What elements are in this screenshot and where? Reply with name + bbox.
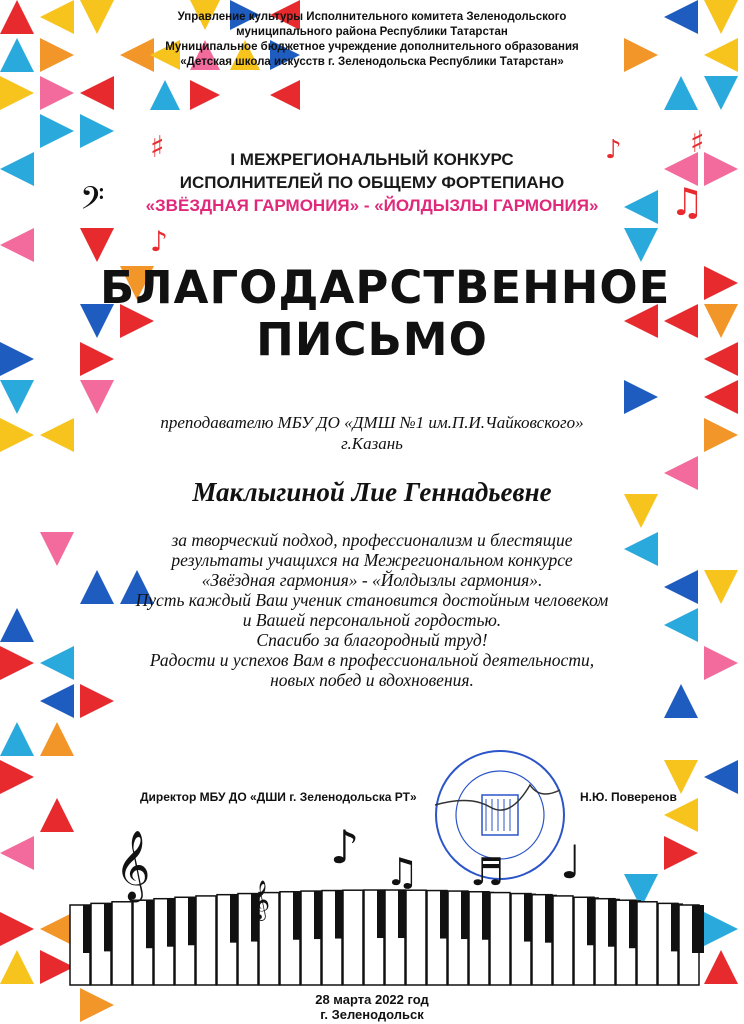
decor-triangle <box>704 912 738 946</box>
decor-triangle <box>624 494 658 528</box>
decor-triangle <box>80 228 114 262</box>
decor-triangle <box>664 684 698 718</box>
body-line: «Звёздная гармония» - «Йолдызлы гармония». <box>201 570 543 590</box>
decor-triangle <box>0 152 34 186</box>
decor-triangle <box>664 836 698 870</box>
music-note-icon: ♪ <box>330 820 360 874</box>
decor-triangle <box>190 80 220 110</box>
issue-date-place <box>250 992 494 1022</box>
decor-triangle <box>270 80 300 110</box>
music-note-icon: ♫ <box>670 180 705 224</box>
header-line: Управление культуры Исполнительного комитета Зеленодольского <box>177 11 567 23</box>
issue-date: 28 марта 2022 год <box>315 992 429 1007</box>
decor-triangle <box>0 380 34 414</box>
decor-triangle <box>80 0 114 34</box>
decor-triangle <box>80 380 114 414</box>
document-title <box>100 261 671 366</box>
decor-triangle <box>120 38 154 72</box>
decor-triangle <box>704 266 738 300</box>
body-line: Радости и успехов Вам в профессиональной деятельности, <box>149 650 595 670</box>
decor-triangle <box>40 912 74 946</box>
decor-triangle <box>40 722 74 756</box>
decor-triangle <box>40 418 74 452</box>
treble-clef-icon: 𝄞 <box>250 880 271 920</box>
decor-triangle <box>624 190 658 224</box>
decor-triangle <box>0 760 34 794</box>
decor-triangle <box>664 76 698 110</box>
decor-triangle <box>624 38 658 72</box>
decor-triangle <box>80 570 114 604</box>
sharp-icon: ♯ <box>150 130 165 165</box>
decor-triangle <box>664 0 698 34</box>
decor-triangle <box>704 152 738 186</box>
decor-triangle <box>704 380 738 414</box>
decor-triangle <box>0 836 34 870</box>
decor-triangle <box>704 760 738 794</box>
title-line: ПИСЬМО <box>256 313 488 366</box>
body-line: новых побед и вдохновения. <box>270 670 474 690</box>
contest-name: «ЗВЁЗДНАЯ ГАРМОНИЯ» - «ЙОЛДЫЗЛЫ ГАРМОНИЯ» <box>145 196 599 215</box>
decor-triangle <box>0 38 34 72</box>
decor-triangle <box>704 38 738 72</box>
decor-triangle <box>704 76 738 110</box>
title-line: БЛАГОДАРСТВЕННОЕ <box>100 261 671 314</box>
decor-triangle <box>40 38 74 72</box>
decor-triangle <box>664 570 698 604</box>
issuer-header <box>150 10 594 70</box>
bass-clef-icon: 𝄢 <box>80 180 105 224</box>
body-line: за творческий подход, профессионализм и блестящие <box>171 530 573 550</box>
header-line: муниципального района Республики Татарстан <box>236 26 508 38</box>
decor-triangle <box>704 304 738 338</box>
sharp-icon: ♯ <box>690 125 705 160</box>
issue-city: г. Зеленодольск <box>320 1007 424 1022</box>
recipient-name: Маклыгиной Лие Геннадьевне <box>192 477 552 507</box>
piano-keys <box>70 890 704 985</box>
music-note-icon: ♪ <box>605 135 622 165</box>
decor-triangle <box>80 76 114 110</box>
decor-triangle <box>624 380 658 414</box>
decor-triangle <box>0 0 34 34</box>
decor-triangle <box>40 950 74 984</box>
decor-triangle <box>624 228 658 262</box>
decor-triangle <box>0 950 34 984</box>
decor-triangle <box>0 228 34 262</box>
contest-line: I МЕЖРЕГИОНАЛЬНЫЙ КОНКУРС <box>230 150 514 169</box>
treble-clef-icon: 𝄞 <box>115 830 151 900</box>
decor-triangle <box>0 418 34 452</box>
signatory-name: Н.Ю. Поверенов <box>580 790 677 804</box>
decor-triangle <box>704 950 738 984</box>
decor-triangle <box>40 114 74 148</box>
letter-body <box>110 530 634 690</box>
decor-triangle <box>704 418 738 452</box>
decor-triangle <box>704 570 738 604</box>
decor-triangle <box>150 80 180 110</box>
body-line: результаты учащихся на Межрегиональном конкурсе <box>171 550 573 570</box>
music-note-icon: ♬ <box>470 850 505 894</box>
decor-triangle <box>664 456 698 490</box>
music-note-icon: ♪ <box>150 225 168 258</box>
music-note-icon: ♩ <box>560 835 582 889</box>
body-line: и Вашей персональной гордостью. <box>242 610 502 630</box>
decor-triangle <box>40 798 74 832</box>
recipient-position <box>120 412 624 454</box>
decor-triangle <box>40 684 74 718</box>
header-line: Муниципальное бюджетное учреждение дополнительного образования <box>165 41 579 53</box>
body-line: Пусть каждый Ваш ученик становится достойным человеком <box>135 590 609 610</box>
decor-triangle <box>664 608 698 642</box>
music-note-icon: ♫ <box>385 850 420 894</box>
header-line: «Детская школа искусств г. Зеленодольска Республики Татарстан» <box>180 56 564 68</box>
decor-triangle <box>664 760 698 794</box>
signatory-position: Директор МБУ ДО «ДШИ г. Зеленодольска РТ» <box>140 790 417 804</box>
body-line: Спасибо за благородный труд! <box>256 630 488 650</box>
decor-triangle <box>0 912 34 946</box>
decor-triangle <box>704 0 738 34</box>
contest-title <box>140 148 604 217</box>
decor-triangle <box>704 646 738 680</box>
decor-triangle <box>704 342 738 376</box>
decor-triangle <box>0 646 34 680</box>
decor-triangle <box>40 0 74 34</box>
decor-triangle <box>0 608 34 642</box>
decor-triangle <box>40 646 74 680</box>
recipient-position-text: преподавателю МБУ ДО «ДМШ №1 им.П.И.Чайковского» <box>160 413 584 432</box>
decor-triangle <box>0 76 34 110</box>
decor-triangle <box>40 532 74 566</box>
decor-triangle <box>80 988 114 1022</box>
recipient-city: г.Казань <box>341 434 403 453</box>
decor-triangle <box>0 342 34 376</box>
decor-triangle <box>0 722 34 756</box>
decor-triangle <box>80 114 114 148</box>
decor-triangle <box>80 684 114 718</box>
decor-triangle <box>40 76 74 110</box>
contest-line: ИСПОЛНИТЕЛЕЙ ПО ОБЩЕМУ ФОРТЕПИАНО <box>179 173 565 192</box>
